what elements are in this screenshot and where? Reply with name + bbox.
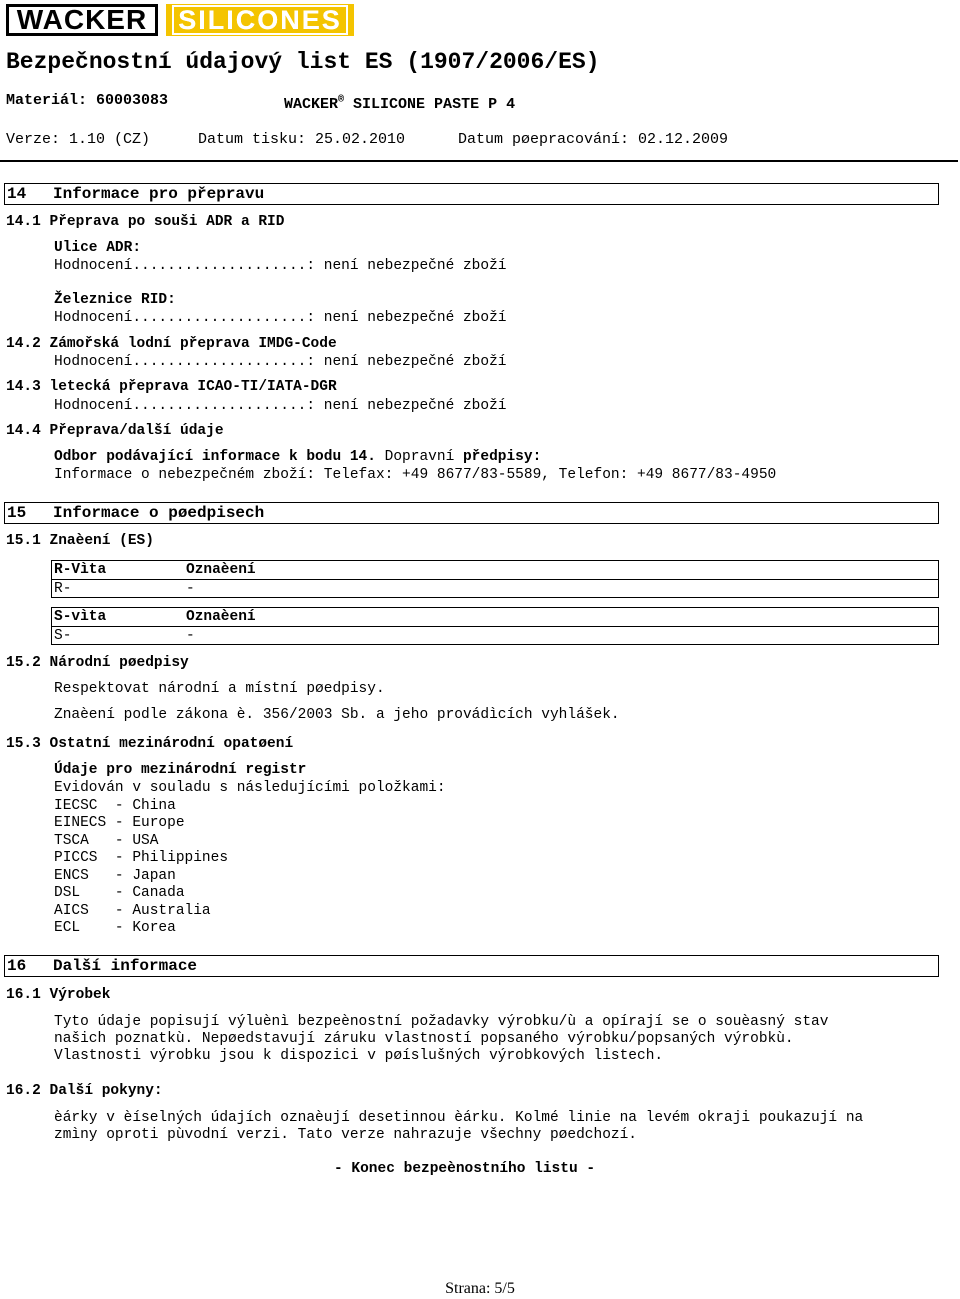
adr-label: Ulice ADR: xyxy=(54,240,142,256)
registry-item: TSCA - USA xyxy=(54,833,159,849)
icao-value: Hodnocení....................: není nebezpečné zboží xyxy=(54,398,507,414)
r-phrase-header: R-Vìta xyxy=(54,562,107,578)
material-number: Materiál: 60003083 xyxy=(6,92,169,109)
transport-info-rest: Dopravní xyxy=(375,449,463,465)
r-label-value: - xyxy=(186,581,195,597)
section-15-header xyxy=(4,502,939,524)
r-label-header: Oznaèení xyxy=(186,562,256,578)
wacker-logo: WACKER xyxy=(6,4,158,36)
transport-info-bold: Odbor podávající informace k bodu 14. xyxy=(54,449,376,465)
section-number: 16 xyxy=(7,957,27,975)
document-title: Bezpečnostní údajový list ES (1907/2006/ES) xyxy=(6,49,600,75)
r-phrases-table xyxy=(51,560,939,598)
registry-item: IECSC - China xyxy=(54,798,176,814)
section-number: 14 xyxy=(7,185,27,203)
further-note-line: zmìny oproti pùvodní verzi. Tato verze nahrazuje všechny pøedchozí. xyxy=(54,1127,637,1143)
subsection-16-2: 16.2 Další pokyny: xyxy=(6,1083,163,1099)
registered-mark: ® xyxy=(338,95,345,106)
national-regulations-line: Respektovat národní a místní pøedpisy. xyxy=(54,681,385,697)
page-number: Strana: 5/5 xyxy=(445,1280,515,1297)
silicones-logo xyxy=(166,4,354,36)
silicones-logo-text: SILICONES xyxy=(172,5,348,35)
s-label-header: Oznaèení xyxy=(186,609,256,625)
registry-item: AICS - Australia xyxy=(54,903,211,919)
product-note-line: našich poznatkù. Nepøedstavují záruku vlastností popsaného výrobku/popsaných výrobkù. xyxy=(54,1031,794,1047)
subsection-14-2: 14.2 Zámořská lodní přeprava IMDG-Code xyxy=(6,336,337,352)
product-note-line: Tyto údaje popisují výluènì bezpeènostní požadavky výrobku/ù a opírají se o souèasný stav xyxy=(54,1014,829,1030)
section-number: 15 xyxy=(7,504,27,522)
registry-item: ENCS - Japan xyxy=(54,868,176,884)
table-divider xyxy=(52,626,938,627)
subsection-14-1: 14.1 Přeprava po souši ADR a RID xyxy=(6,214,285,230)
revision-date: Datum pøepracování: 02.12.2009 xyxy=(458,131,729,148)
s-phrase-value: S- xyxy=(54,628,72,644)
dangerous-goods-contact: Informace o nebezpečném zboží: Telefax: +49 8677/83-5589, Telefon: +49 8677/83-4950 xyxy=(54,467,777,483)
adr-value: Hodnocení....................: není nebezpečné zboží xyxy=(54,258,507,274)
subsection-14-4: 14.4 Přeprava/další údaje xyxy=(6,423,224,439)
transport-info-line xyxy=(54,448,541,466)
registry-item: PICCS - Philippines xyxy=(54,850,229,866)
imdg-value: Hodnocení....................: není nebezpečné zboží xyxy=(54,354,507,370)
table-divider xyxy=(52,579,938,580)
further-note-line: èárky v èíselných údajích oznaèují desetinnou èárku. Kolmé linie na levém okraji poukazují na xyxy=(54,1110,864,1126)
end-of-sheet: - Konec bezpeènostního listu - xyxy=(334,1161,596,1177)
header-divider xyxy=(0,160,958,162)
registry-item: DSL - Canada xyxy=(54,885,185,901)
r-phrase-value: R- xyxy=(54,581,72,597)
product-brand: WACKER xyxy=(284,96,339,113)
registry-item: ECL - Korea xyxy=(54,920,176,936)
s-phrase-header: S-vìta xyxy=(54,609,107,625)
section-title: Další informace xyxy=(53,957,198,975)
subsection-15-3: 15.3 Ostatní mezinárodní opatøení xyxy=(6,736,294,752)
subsection-15-1: 15.1 Znaèení (ES) xyxy=(6,533,154,549)
section-16-header xyxy=(4,955,939,977)
registry-item: EINECS - Europe xyxy=(54,815,185,831)
product-suffix: SILICONE PASTE P 4 xyxy=(353,96,516,113)
subsection-16-1: 16.1 Výrobek xyxy=(6,987,111,1003)
section-14-header xyxy=(4,183,939,205)
rid-value: Hodnocení....................: není nebezpečné zboží xyxy=(54,310,507,326)
law-reference-line: Znaèení podle zákona è. 356/2003 Sb. a jeho provádìcích vyhlášek. xyxy=(54,707,620,723)
subsection-15-2: 15.2 Národní pøedpisy xyxy=(6,655,189,671)
transport-info-bold2: předpisy: xyxy=(462,449,542,465)
registry-title: Údaje pro mezinárodní registr xyxy=(54,762,307,778)
product-note-line: Vlastnosti výrobku jsou k dispozici v pøíslušných výrobkových listech. xyxy=(54,1048,664,1064)
s-label-value: - xyxy=(186,628,195,644)
product-name xyxy=(284,92,515,114)
s-phrases-table xyxy=(51,607,939,645)
registry-intro: Evidován v souladu s následujícími položkami: xyxy=(54,780,446,796)
section-title: Informace o pøedpisech xyxy=(53,504,265,522)
subsection-14-3: 14.3 letecká přeprava ICAO-TI/IATA-DGR xyxy=(6,379,337,395)
rid-label: Železnice RID: xyxy=(54,292,176,308)
print-date: Datum tisku: 25.02.2010 xyxy=(198,131,406,148)
section-title: Informace pro přepravu xyxy=(53,185,265,203)
version: Verze: 1.10 (CZ) xyxy=(6,131,151,148)
